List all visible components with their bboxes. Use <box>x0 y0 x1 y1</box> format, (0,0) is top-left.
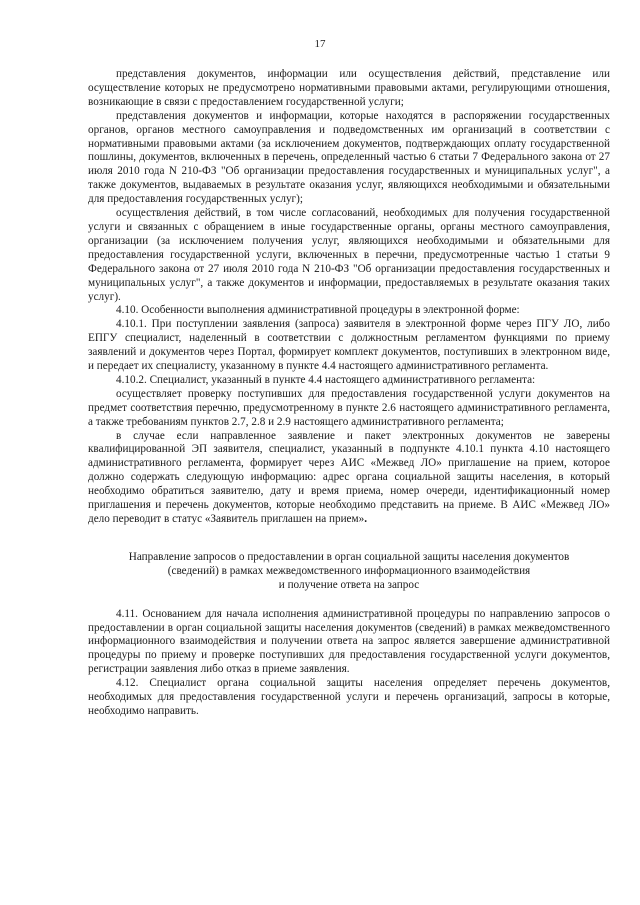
section-heading-line: Направление запросов о предоставлении в орган социальной защиты населения документов <box>128 550 570 563</box>
paragraph: 4.11. Основанием для начала исполнения административной процедуры по направлению запросов о предоставлении в орган социальной защиты населения документов (сведений) в рамках межведомственного информационного взаимодействия и получении ответа на запрос является завершение административной процедуры по приему и проверке поступивших для предоставления государственной услуги документов, регистрации заявления либо отказ в приеме заявления. <box>88 607 610 676</box>
section-heading <box>88 551 610 593</box>
paragraph-text: в случае если направленное заявление и пакет электронных документов не заверены квалифицированной ЭП заявителя, специалист, указанный в подпункте 4.10.1 пункта 4.10 настоящего административного регламента, формирует через АИС «Межвед ЛО» приглашение на прием, которое должно содержать следующую информацию: адрес органа социальной защиты населения, в который необходимо обратиться заявителю, дату и время приема, номер очереди, идентификационный номер приглашения и перечень документов, которые необходимо представить на приеме. В АИС «Межвед ЛО» дело переводит в статус «Заявитель приглашен на прием» <box>88 429 610 525</box>
document-body <box>88 68 610 719</box>
paragraph: осуществляет проверку поступивших для предоставления государственной услуги документов на предмет соответствия перечню, предусмотренному в пункте 2.6 настоящего административного регламента, а также требованиям пунктов 2.7, 2.8 и 2.9 настоящего административного регламента; <box>88 387 610 428</box>
section-heading-line: (сведений) в рамках межведомственного информационного взаимодействия <box>167 564 531 577</box>
paragraph: осуществления действий, в том числе согласований, необходимых для получения государственной услуги и связанных с обращением в иные государственные органы, органы местного самоуправления, организации (за исключением получения услуг, являющихся необходимыми и обязательными для предоставления государственной услуги, включенных в перечни, предусмотренные частью 1 статьи 9 Федерального закона от 27 июля 2010 года N 210-ФЗ "Об организации предоставления государственных и муниципальных услуг", а также документов и информации, предоставляемых в результате оказания таких услуг). <box>88 207 610 303</box>
paragraph: представления документов и информации, которые находятся в распоряжении государственных органов, органов местного самоуправления и подведомственных им организаций в соответствии с нормативными правовыми актами (за исключением документов, подтверждающих оплату государственной пошлины, документов, включенных в перечень, определенный частью 6 статьи 7 Федерального закона от 27 июля 2010 года N 210-ФЗ "Об организации предоставления государственных и муниципальных услуг", а также документов, выдаваемых в результате оказания услуг, являющихся необходимыми и обязательными для предоставления государственных услуг); <box>88 109 610 206</box>
paragraph-bold-tail: . <box>364 513 367 525</box>
paragraph: 4.10. Особенности выполнения административной процедуры в электронной форме: <box>116 304 520 317</box>
page-number: 17 <box>314 38 326 50</box>
paragraph: 4.10.1. При поступлении заявления (запроса) заявителя в электронной форме через ПГУ ЛО, либо ЕПГУ специалист, наделенный в соответствии с должностным регламентом функциями по приему заявлений и документов через Портал, формирует комплект документов, поступивших в электронном виде, и передает их специалисту, указанному в пункте 4.4 настоящего административного регламента. <box>88 318 610 373</box>
paragraph <box>88 430 610 527</box>
section-heading-line: и получение ответа на запрос <box>278 578 420 591</box>
paragraph: 4.10.2. Специалист, указанный в пункте 4.4 настоящего административного регламента: <box>116 373 536 386</box>
paragraph: представления документов, информации или осуществления действий, представление или осуществление которых не предусмотрено нормативными правовыми актами, регулирующими отношения, возникающие в связи с предоставлением государственной услуги; <box>88 68 610 108</box>
paragraph: 4.12. Специалист органа социальной защиты населения определяет перечень документов, необходимых для предоставления государственной услуги и перечень организаций, запросы в которые, необходимо направить. <box>88 677 610 717</box>
